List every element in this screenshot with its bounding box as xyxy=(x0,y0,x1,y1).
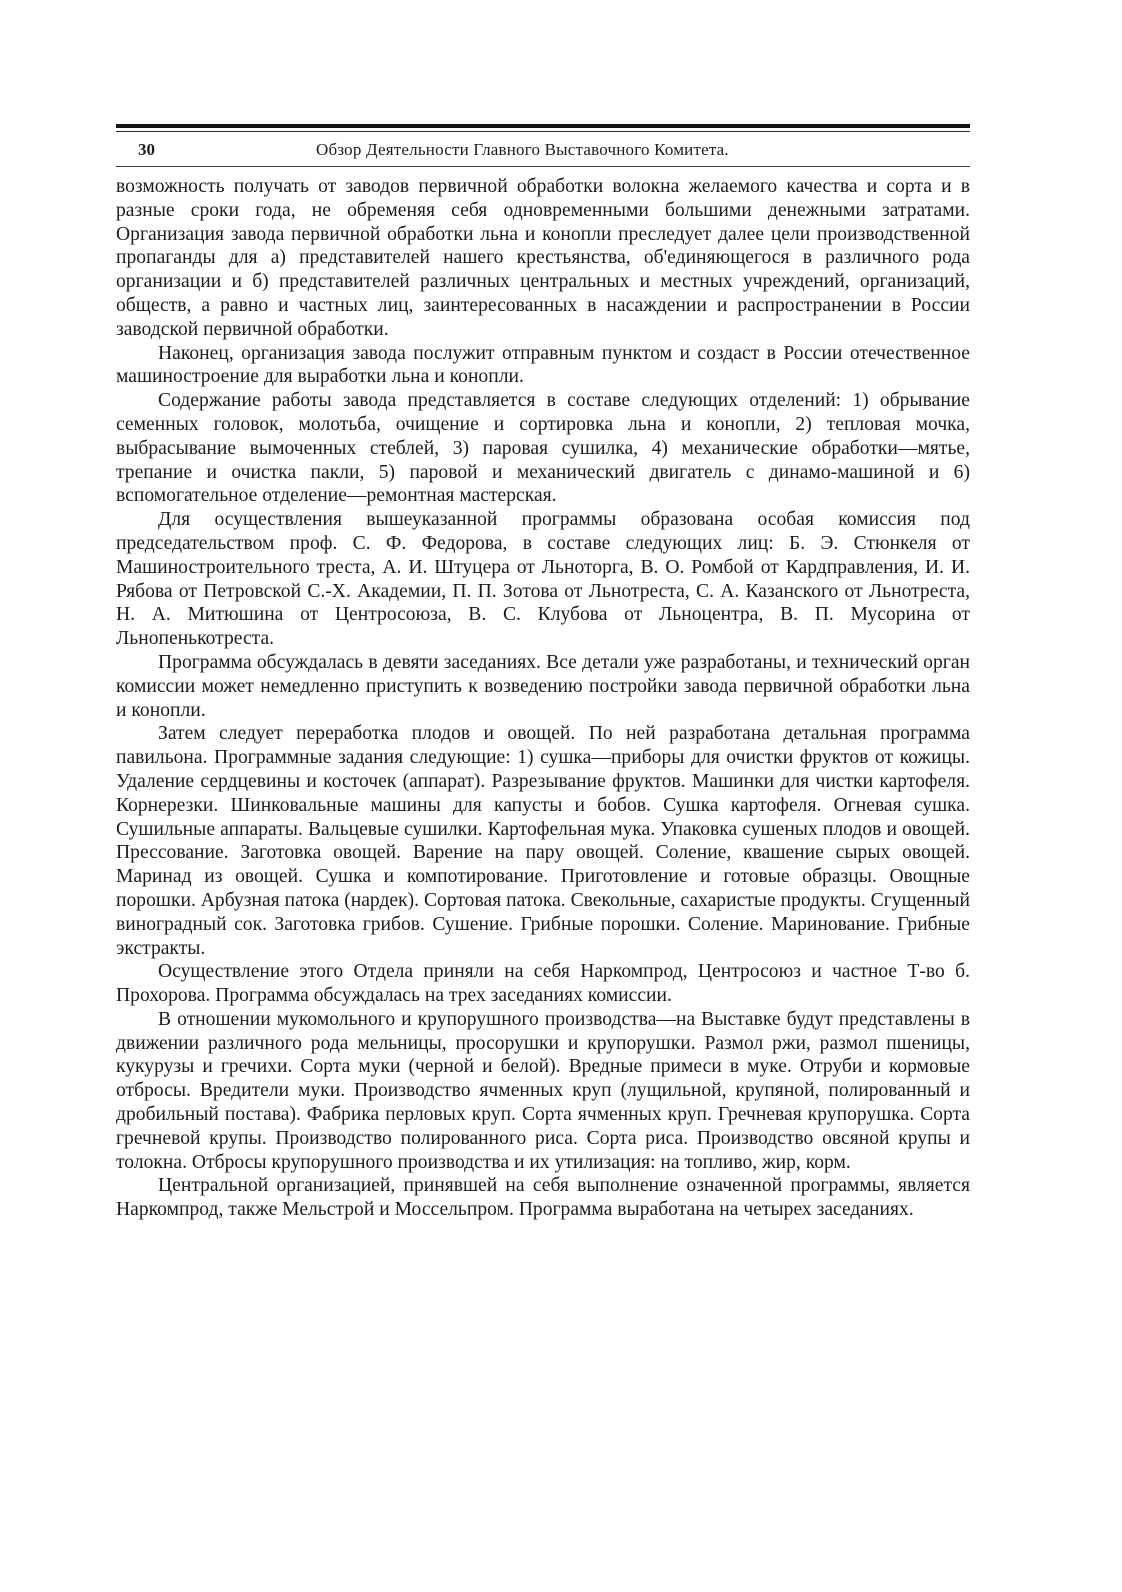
running-title: Обзор Деятельности Главного Выставочного Комитета. xyxy=(316,140,729,159)
paragraph-6: Затем следует переработка плодов и овощей. По ней разработана детальная программа павильона. Программные задания следующие: 1) сушка—приборы для очистки фруктов от кожицы. Удаление сердцевины и косточек (аппарат). Разрезывание фруктов. Машинки для чистки картофеля. Корнерезки. Шинковальные машины для капусты и бобов. Сушка картофеля. Огневая сушка. Сушильные аппараты. Вальцевые сушилки. Картофельная мука. Упаковка сушеных плодов и овощей. Прессование. Заготовка овощей. Варение на пару овощей. Соление, квашение сырых овощей. Маринад из овощей. Сушка и компотирование. Приготовление и готовые образцы. Овощные порошки. Арбузная патока (нардек). Сортовая патока. Свекольные, сахаристые продукты. Сгущенный виноградный сок. Заготовка грибов. Сушение. Грибные порошки. Соление. Маринование. Грибные экстракты. xyxy=(116,723,970,959)
paragraph-7: Осуществление этого Отдела приняли на себя Наркомпрод, Центросоюз и частное Т-во б. Прохорова. Программа обсуждалась на трех заседаниях комиссии. xyxy=(116,961,970,1007)
document-page xyxy=(116,124,970,1222)
paragraph-9: Центральной организацией, принявшей на себя выполнение означенной программы, является Наркомпрод, также Мельстрой и Моссельпром. Программа выработана на четырех заседаниях. xyxy=(116,1175,970,1221)
paragraph-1: возможность получать от заводов первичной обработки волокна желаемого качества и сорта и в разные сроки года, не обременяя себя одновременными большими денежными затратами. Организация завода первичной обработки льна и конопли преследует далее цели производственной пропаганды для а) представителей нашего крестьянства, об'единяющегося в различного рода организации и б) представителей различных центральных и местных учреждений, организаций, обществ, а равно и частных лиц, заинтересованных в насаждении и распространении в России заводской первичной обработки. xyxy=(116,176,970,340)
page-number: 30 xyxy=(138,140,155,159)
running-head-rule xyxy=(116,166,970,167)
header-rule-thick xyxy=(116,124,970,128)
paragraph-5: Программа обсуждалась в девяти заседаниях. Все детали уже разработаны, и технический орган комиссии может немедленно приступить к возведению постройки завода первичной обработки льна и конопли. xyxy=(116,651,970,721)
header-rule-thin xyxy=(116,131,970,132)
paragraph-8: В отношении мукомольного и крупорушного производства—на Выставке будут представлены в движении различного рода мельницы, просорушки и крупорушки. Размол ржи, размол пшеницы, кукурузы и гречихи. Сорта муки (черной и белой). Вредные примеси в муке. Отруби и кормовые отбросы. Вредители муки. Производство ячменных круп (лущильной, крупяной, полированный и дробильный постава). Фабрика перловых круп. Сорта ячменных круп. Гречневая крупорушка. Сорта гречневой крупы. Производство полированного риса. Сорта риса. Производство овсяной крупы и толокна. Отбросы крупорушного производства и их утилизация: на топливо, жир, корм. xyxy=(116,1008,970,1173)
paragraph-2: Наконец, организация завода послужит отправным пунктом и создаст в России отечественное машиностроение для выработки льна и конопли. xyxy=(116,342,970,388)
body-text xyxy=(116,175,970,1222)
paragraph-3: Содержание работы завода представляется в составе следующих отделений: 1) обрывание семенных головок, молотьба, очищение и сортировка льна и конопли, 2) тепловая мочка, выбрасывание вымоченных стеблей, 3) паровая сушилка, 4) механические обработки—мятье, трепание и очистка пакли, 5) паровой и механический двигатель с динамо-машиной и 6) вспомогательное отделение—ремонтная мастерская. xyxy=(116,390,970,507)
running-head xyxy=(116,136,970,166)
paragraph-4: Для осуществления вышеуказанной программы образована особая комиссия под председательством проф. С. Ф. Федорова, в составе следующих лиц: Б. Э. Стюнкеля от Машиностроительного треста, А. И. Штуцера от Льноторга, В. О. Ромбой от Кардправления, И. И. Рябова от Петровской С.-Х. Академии, П. П. Зотова от Льнотреста, С. А. Казанского от Льнотреста, Н. А. Митюшина от Центросоюза, В. С. Клубова от Льноцентра, В. П. Мусорина от Льнопенькотреста. xyxy=(116,509,970,650)
